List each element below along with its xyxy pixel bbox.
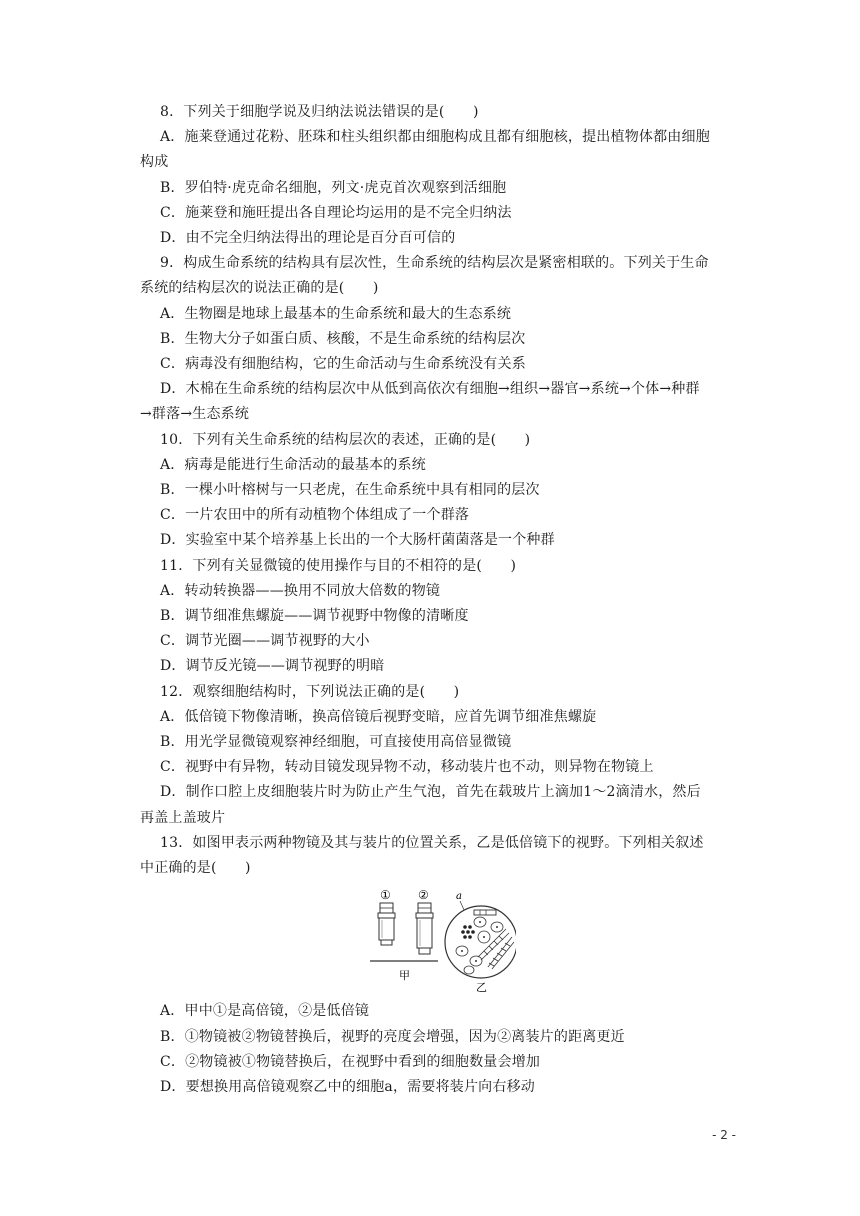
question-block [140,680,740,831]
option-text-continued: →群落→生态系统 [140,406,250,423]
option-text: D．木棉在生命系统的结构层次中从低到高依次有细胞→组织→器官→系统→个体→种群 [160,381,700,398]
option-text: B．一棵小叶榕树与一只老虎，在生命系统中具有相同的层次 [160,482,540,499]
option-text-continued: 再盖上盖玻片 [140,809,226,826]
option-text: D．由不完全归纳法得出的理论是百分百可信的 [160,230,456,247]
option-text: D．实验室中某个培养基上长出的一个大肠杆菌菌落是一个种群 [160,532,555,549]
option-text: A．生物圈是地球上最基本的生命系统和最大的生态系统 [160,305,512,322]
option-d [140,528,740,553]
question-block [140,428,740,554]
option-text: C．施莱登和施旺提出各自理论均运用的是不完全归纳法 [160,204,512,221]
label-jia: 甲 [399,969,410,983]
microscope-figure [140,887,740,995]
question-stem: 10．下列有关生命系统的结构层次的表述，正确的是( ) [160,431,531,448]
option-d [140,780,740,830]
option-c [140,1050,740,1075]
option-text: D．调节反光镜——调节视野的明暗 [160,658,385,675]
option-d [140,226,740,251]
option-d [140,377,740,427]
microscope-diagram [366,887,516,995]
option-text: B．生物大分子如蛋白质、核酸，不是生命系统的结构层次 [160,330,526,347]
question-stem-continued: 中正确的是( ) [140,860,251,877]
option-text: C．调节光圈——调节视野的大小 [160,633,370,650]
option-b [140,730,740,755]
option-text: A．病毒是能进行生命活动的最基本的系统 [160,456,426,473]
page-number: - 2 - [712,1128,736,1142]
objective-label-2: ② [418,888,429,903]
option-c [140,755,740,780]
question-block [140,251,740,427]
option-text: A．甲中①是高倍镜，②是低倍镜 [160,1003,370,1020]
option-text: B．调节细准焦螺旋——调节视野中物像的清晰度 [160,608,469,625]
option-text-continued: 构成 [140,154,169,171]
question-list [140,100,740,1100]
question-block [140,831,740,1100]
question-stem: 13．如图甲表示两种物镜及其与装片的位置关系，乙是低倍镜下的视野。下列相关叙述 [160,834,704,851]
option-a [140,579,740,604]
option-text: A．施莱登通过花粉、胚珠和柱头组织都由细胞构成且都有细胞核，提出植物体都由细胞 [160,129,710,146]
option-b [140,478,740,503]
option-a [140,302,740,327]
label-yi: 乙 [476,981,487,995]
option-text: D．要想换用高倍镜观察乙中的细胞a，需要将装片向右移动 [160,1078,535,1095]
field-of-view [445,891,516,978]
option-text: C．一片农田中的所有动植物个体组成了一个群落 [160,507,470,524]
option-a [140,453,740,478]
option-a [140,705,740,730]
option-text: C．②物镜被①物镜替换后，在视野中看到的细胞数量会增加 [160,1053,541,1070]
question-stem-continued: 系统的结构层次的说法正确的是( ) [140,280,379,297]
question-block [140,554,740,680]
option-c [140,503,740,528]
option-text: C．视野中有异物，转动目镜发现异物不动，移动装片也不动，则异物在物镜上 [160,759,654,776]
question-stem: 9．构成生命系统的结构具有层次性，生命系统的结构层次是紧密相联的。下列关于生命 [160,255,709,272]
option-text: A．低倍镜下物像清晰，换高倍镜后视野变暗，应首先调节细准焦螺旋 [160,708,597,725]
cell-label-a: a [456,891,462,903]
option-d [140,1075,740,1100]
option-a [140,125,740,175]
option-b [140,176,740,201]
option-b [140,604,740,629]
option-text: D．制作口腔上皮细胞装片时为防止产生气泡，首先在载玻片上滴加1～2滴清水，然后 [160,784,701,801]
question-block [140,100,740,251]
objective-label-1: ① [380,888,391,903]
option-c [140,629,740,654]
option-b [140,1025,740,1050]
option-a [140,999,740,1024]
option-text: B．用光学显微镜观察神经细胞，可直接使用高倍显微镜 [160,734,512,751]
option-d [140,654,740,679]
question-stem: 11．下列有关显微镜的使用操作与目的不相符的是( ) [160,557,517,574]
question-stem: 12．观察细胞结构时，下列说法正确的是( ) [160,683,460,700]
question-stem: 8．下列关于细胞学说及归纳法说法错误的是( ) [160,104,479,120]
option-text: B．罗伯特·虎克命名细胞，列文·虎克首次观察到活细胞 [160,179,507,196]
option-text: A．转动转换器——换用不同放大倍数的物镜 [160,582,441,599]
option-text: B．①物镜被②物镜替换后，视野的亮度会增强，因为②离装片的距离更近 [160,1028,625,1045]
option-b [140,327,740,352]
option-c [140,201,740,226]
objective-lens-2 [416,888,433,954]
option-text: C．病毒没有细胞结构，它的生命活动与生命系统没有关系 [160,356,526,373]
option-c [140,352,740,377]
objective-lens-1 [378,888,395,945]
